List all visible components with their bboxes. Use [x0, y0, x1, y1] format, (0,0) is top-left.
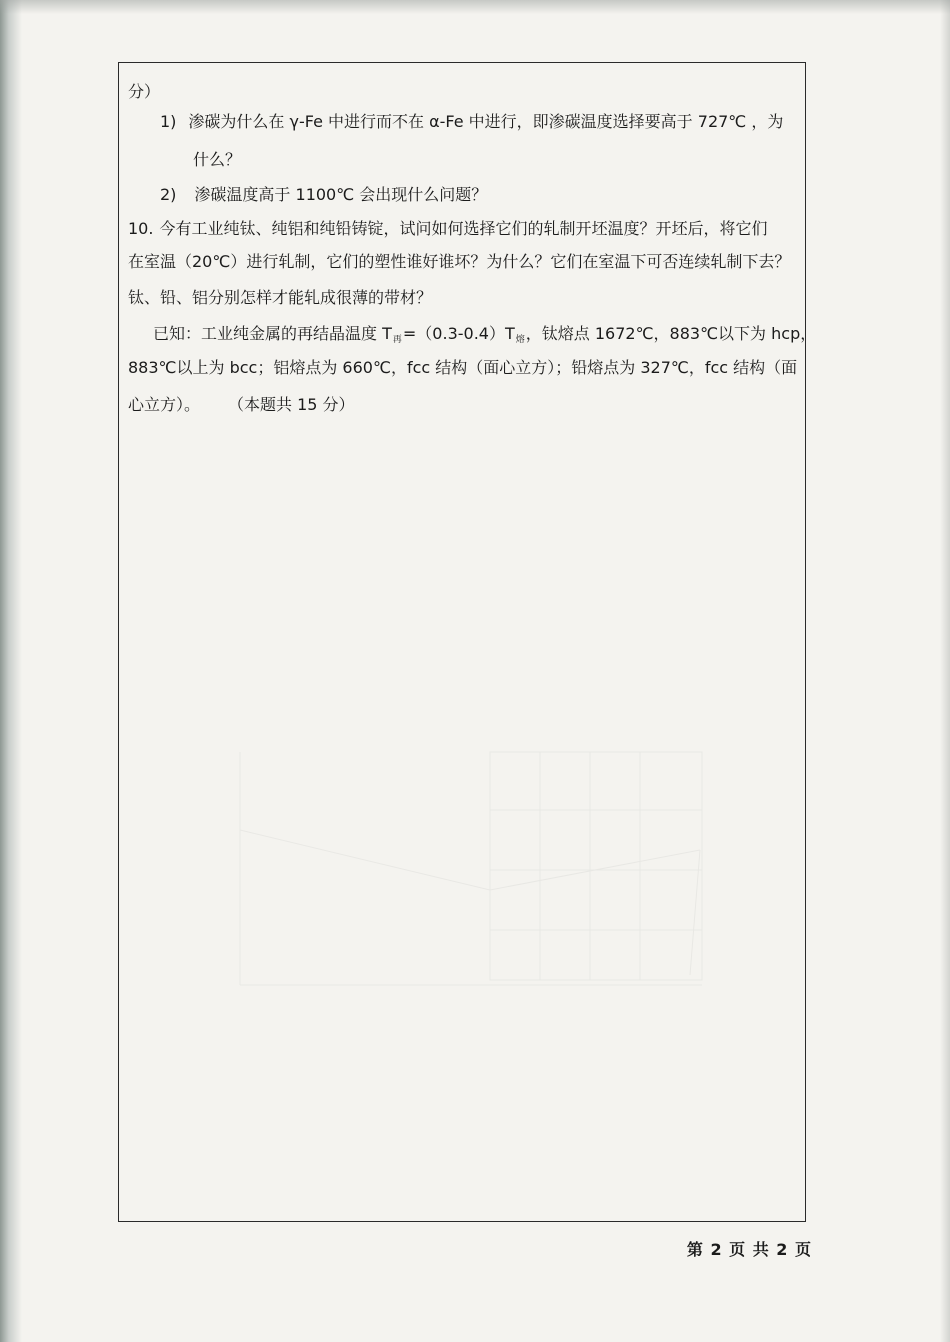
question-10-line-1: [128, 219, 767, 239]
scan-edge-top: [0, 0, 950, 14]
given-subscript-melting: 熔: [515, 335, 525, 345]
question-10-number: 10.: [128, 219, 154, 238]
sub-question-1-line-2: 什么？: [193, 150, 242, 169]
sub-question-2-text-1: 渗碳温度高于 1100℃ 会出现什么问题？: [194, 185, 488, 204]
question-10-line-2: 在室温（20℃）进行轧制，它们的塑性谁好谁坏？为什么？它们在室温下可否连续轧制下去？: [128, 252, 791, 271]
given-mid: =（0.3-0.4）T: [402, 324, 515, 343]
page-number-footer: 第 2 页 共 2 页: [686, 1240, 812, 1259]
sub-question-1-text-1: 渗碳为什么在 γ-Fe 中进行而不在 α-Fe 中进行，即渗碳温度选择要高于 727℃ ，为: [188, 112, 784, 131]
question-10-text-1: 今有工业纯钛、纯铝和纯铅铸锭，试问如何选择它们的轧制开坯温度？开坯后，将它们: [159, 219, 768, 238]
question-10-line-3: 钛、铅、铝分别怎样才能轧成很薄的带材？: [128, 288, 433, 307]
sub-question-2-number: 2): [160, 185, 177, 204]
scan-edge-right: [940, 0, 950, 1342]
question-9-points-tail: 分）: [128, 82, 161, 101]
sub-question-1-line-1: [160, 112, 783, 132]
sub-question-2-line-1: [160, 185, 487, 205]
given-line-3-text: 心立方）。: [128, 395, 201, 414]
question-10-given-line-3: [128, 395, 355, 415]
scan-edge-left: [0, 0, 22, 1342]
given-subscript-recrystallization: 再: [392, 335, 402, 345]
sub-question-1-number: 1): [160, 112, 177, 131]
question-10-given-line-2: 883℃以上为 bcc；铝熔点为 660℃，fcc 结构（面心立方）；铅熔点为 327℃，fcc 结构（面: [128, 358, 798, 377]
given-suffix: ，钛熔点 1672℃，883℃以下为 hcp，: [525, 324, 817, 343]
question-10-given-line-1: [153, 324, 816, 344]
given-prefix: 已知：工业纯金属的再结晶温度 T: [153, 324, 392, 343]
question-10-score: （本题共 15 分）: [236, 395, 355, 414]
